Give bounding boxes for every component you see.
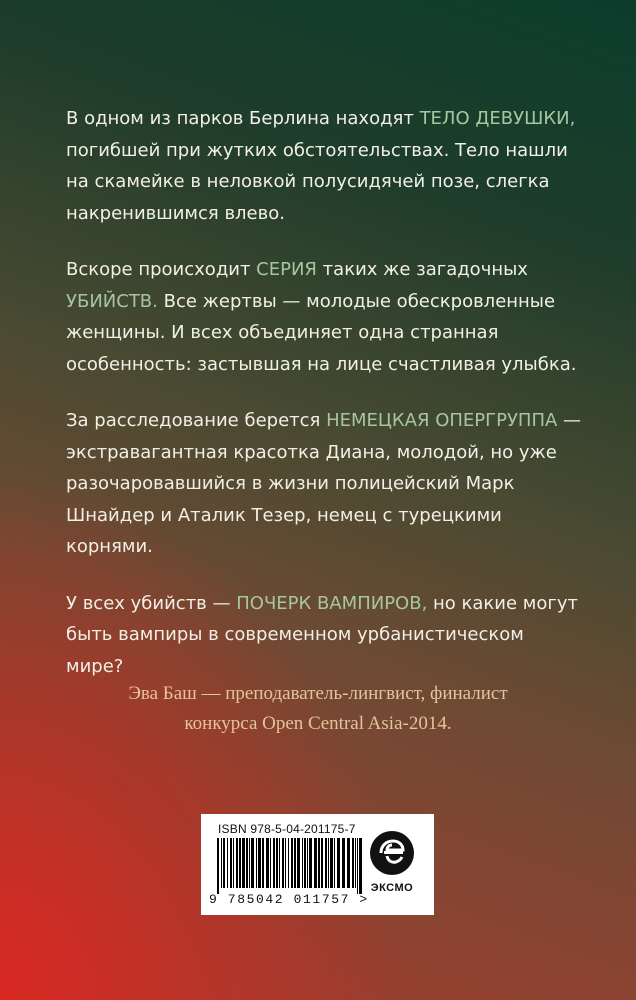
description-paragraph (66, 254, 586, 380)
barcode-bar (337, 838, 340, 888)
barcode-bar (304, 838, 306, 888)
barcode-bar (325, 838, 327, 888)
body-text: но какие могут быть вампиры в современном урбанистическом мире? (66, 592, 578, 677)
barcode-bar (230, 838, 232, 888)
barcode-bar (342, 838, 345, 888)
body-text: Все жертвы — молодые обескровленные женщины. И всех объединяет одна странная особенность: застывшая на лице счастливая улыбка. (66, 290, 577, 375)
barcode-bar (314, 838, 317, 888)
barcode-bar (270, 838, 271, 888)
barcode-bar (221, 838, 222, 888)
highlight-phrase: УБИЙСТВ. (66, 290, 158, 312)
description-paragraph (66, 103, 586, 229)
description-paragraph (66, 588, 586, 683)
body-text: погибшей при жутких обстоятельствах. Тело нашли на скамейке в неловкой полусидячей позе, слегка накренившимся влево. (66, 139, 568, 224)
barcode-bar (256, 838, 257, 888)
body-text: За расследование берется (66, 410, 327, 431)
barcode-bar (239, 838, 241, 888)
barcode-bar (291, 838, 293, 888)
barcode-bar (302, 838, 303, 888)
barcode-bar (288, 838, 289, 888)
barcode-bar (282, 838, 284, 888)
barcode-bar (321, 838, 323, 888)
barcode-bar (347, 838, 350, 888)
barcode-bar (217, 838, 219, 894)
author-bio-line-2: конкурса Open Central Asia-2014. (184, 713, 452, 734)
barcode-bar (352, 838, 354, 888)
highlight-phrase: ТЕЛО ДЕВУШКИ, (419, 108, 576, 129)
barcode-bar (318, 838, 320, 888)
barcode-bar (328, 838, 329, 888)
barcode-bar (355, 838, 356, 888)
highlight-phrase: НЕМЕЦКАЯ ОПЕРГРУППА (326, 410, 558, 431)
description-block (66, 103, 586, 707)
barcode-bar (285, 838, 286, 888)
description-paragraph (66, 405, 586, 563)
barcode-bar (233, 838, 234, 888)
barcode-bar (307, 838, 308, 888)
barcode-bar (334, 838, 335, 888)
body-text: — экстравагантная красотка Диана, молодой, но уже разочаровавшийся в жизни полицейский Марк Шнайдер и Аталик Тезер, немец с турецкими корнями. (66, 410, 582, 557)
body-text: В одном из парков Берлина находят (66, 108, 420, 129)
barcode-bar (273, 838, 275, 888)
barcode-bar (276, 838, 278, 888)
body-text: таких же загадочных (316, 259, 528, 280)
barcode-bars (215, 838, 365, 894)
eksmo-logo-icon (357, 826, 427, 882)
barcode-bar (266, 838, 269, 888)
barcode-bar (249, 838, 250, 888)
barcode-digits: 9 785042 011757 > (209, 892, 369, 907)
publisher-name: ЭКСМО (370, 882, 414, 894)
barcode-bar (258, 838, 261, 888)
barcode-bar (330, 838, 333, 888)
barcode-bar (294, 838, 296, 888)
author-bio (0, 679, 636, 739)
barcode-bar (223, 838, 225, 888)
publisher-logo (357, 826, 427, 906)
author-bio-line-1: Эва Баш — преподаватель-лингвист, финалист (128, 683, 508, 704)
body-text: У всех убийств — (66, 592, 237, 614)
barcode-bar (279, 838, 280, 888)
barcode-bar (309, 838, 312, 888)
barcode-bar (227, 838, 228, 888)
isbn-label: ISBN 978-5-04-201175-7 (218, 822, 356, 836)
barcode-bar (242, 838, 245, 888)
barcode-box (201, 814, 434, 915)
body-text: Вскоре происходит (66, 259, 257, 280)
highlight-phrase: СЕРИЯ (256, 259, 317, 280)
barcode-bar (246, 838, 248, 888)
barcode-bar (262, 838, 264, 888)
highlight-phrase: ПОЧЕРК ВАМПИРОВ, (236, 592, 428, 614)
barcode-bar (236, 838, 238, 888)
barcode-bar (297, 838, 300, 888)
barcode-bar (251, 838, 254, 888)
